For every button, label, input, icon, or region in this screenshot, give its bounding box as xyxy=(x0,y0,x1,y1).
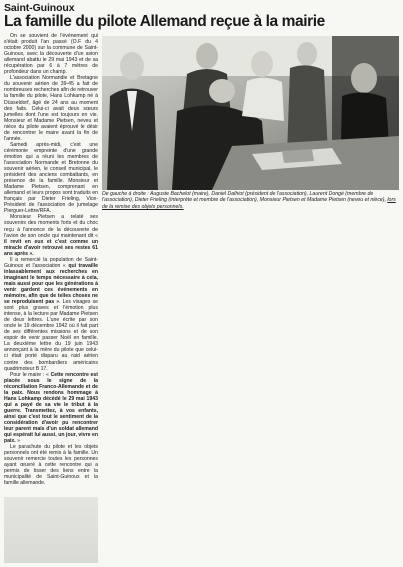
bold-quote-2: qui travaille inlassablement aux recherches en imaginant le temps nécessaire à cela, mais aussi pour que les générations à venir gardent ces événements en mémoire, afin que de telles choses ne se reproduisent pas » xyxy=(4,262,98,306)
caption-highlight: lors de la remise des objets personnels. xyxy=(102,197,396,210)
bold-quote-1: il revit en eux et c'est comme un miracle d'avoir retrouvé ses restes 61 ans après ». xyxy=(4,238,98,257)
article-kicker: Saint-Guinoux xyxy=(4,2,75,14)
paragraph-1: On se souvient de l'événement qui s'était produit l'an passé (O.F du 4 octobre 2000) sur la commune de Saint-Guinoux, avec la découverte d'un avion allemand abattu le 29 mai 1943 et de sa récupération par 6 à 7 mètres de profondeur dans un champ. xyxy=(4,33,98,76)
paragraph-3: Samedi après-midi, c'est une cérémonie empreinte d'une grande émotion qui a réuni les membres de l'association Normande et Bretonne du souvenir aérien, le conseil municipal, le président des anciens combattants, en présence de la famille. Monsieur et Madame Pietsen, comprenant en allemand et leurs propos sont traduits en français par Dieter Frieling, Vice-Président de l'association de jumelage Pierguer-Lettre/RFA. xyxy=(4,141,98,215)
photo-caption xyxy=(102,191,399,210)
article-photo xyxy=(102,36,399,190)
paragraph-4-text: Monsieur Pietsen a relaté ses souvenirs des moments forts et du choc reçu à l'annonce de la découverte de l'avion de son oncle qui maintenant dit « xyxy=(4,214,98,239)
faded-text-overlay xyxy=(4,497,98,563)
paragraph-5-text: Il a remercié la population de Saint-Guinoux et l'association « xyxy=(4,256,98,269)
paragraph-6-close: » xyxy=(15,438,21,445)
article-headline: La famille du pilote Allemand reçue à la mairie xyxy=(4,13,325,30)
paragraph-4 xyxy=(4,214,98,256)
bold-quote-3: Cette rencontre est placée sous le signe de la réconciliation Franco-Allemande et de la paix. Nous rendons hommage à Hans Lohkamp décédé le 29 mai 1943 qui a payé de sa vie le tribut à la guerre. Transmettez, à vos enfants, ainsi que c'est tout le sentiment de la considération d'avoir pu rencontrer leur parent mais d'un soldat allemand qui espérait lui aussi, un jour, vivre en paix. xyxy=(4,371,98,445)
paragraph-6 xyxy=(4,372,98,445)
photo-illustration xyxy=(102,36,399,190)
article-body xyxy=(4,33,98,487)
paragraph-7: Le parachute du pilote et les objets personnels ont été remis à la famille. Un souvenir remercie toutes les personnes ayant œuvré à cette rencontre qui a permis de tisser des liens entre la municipalité de Saint-Guinoux et la famille allemande. xyxy=(4,444,98,487)
caption-text: Auguste Bachelot (maire), Daniel Dalhiot (président de l'association), Laurent Dongé (membre de l'association), Dieter Frieling (interprète et membre de l'association), Monsieur Pietsen et Madame Pietsen (neveu et nièce), xyxy=(102,191,388,204)
caption-prefix: De gauche à droite : xyxy=(102,191,150,197)
paragraph-5 xyxy=(4,257,98,372)
paragraph-2: L'association Normandie et Bretagne du souvenir aérien de 39-45 a fait de nombreuses recherches afin de retrouver la famille du pilote, Hans Lohkamp né à Düsseldorf, âgé de 24 ans au moment des faits. Celui-ci avait deux sœurs jumelles dont l'une est toujours en vie. Monsieur et Madame Pietsen, neveu et nièce du pilote avaient éprouvé le désir de rencontrer le maire avant la fin de l'année. xyxy=(4,75,99,142)
paragraph-5-tail: . Les visages se sont plus graves et l'émotion plus intense, à la lecture par Madame Pietsen de deux lettres. L'une écrite par son oncle le 19 décembre 1942 où il fait part de ses différentes missions et de son espoir de venir passer Noël en famille. La deuxième lettre du 19 juin 1943 annonçant à la mère du pilote que celui-ci était porté disparu au raid aérien contre des bombardiers américains quadrimoteur B 17. xyxy=(4,299,98,372)
paragraph-6-text: Pour le maire : « xyxy=(10,371,51,378)
